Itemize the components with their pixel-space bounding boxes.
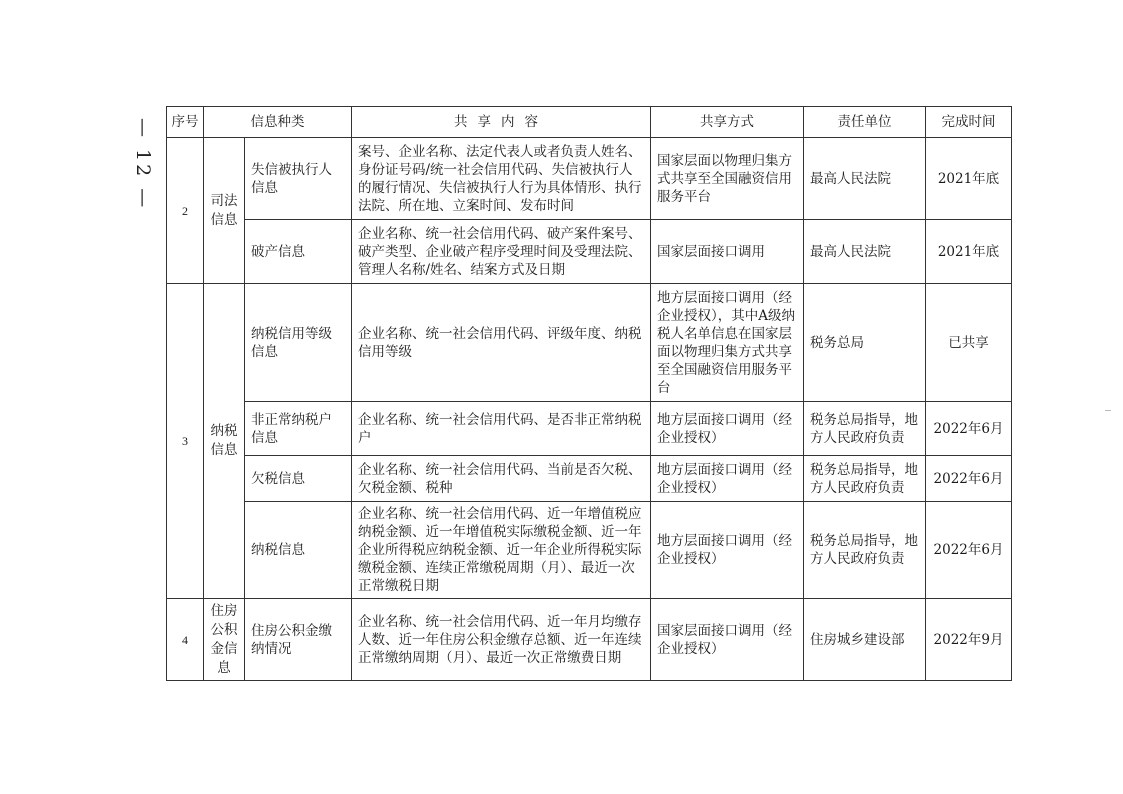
table-header-row: [167, 107, 1012, 138]
row-deadline: 2022年6月: [926, 456, 1012, 502]
header-content: 共享内容: [352, 107, 651, 138]
row-deadline: 2022年6月: [926, 402, 1012, 456]
row-responsible: 税务总局指导，地方人民政府负责: [804, 402, 926, 456]
row-category: 司法信息: [204, 138, 245, 284]
row-method: 地方层面接口调用（经企业授权）: [651, 402, 804, 456]
table-row: [167, 599, 1012, 681]
row-method: 国家层面接口调用（经企业授权）: [651, 599, 804, 681]
row-subtype: 纳税信用等级信息: [245, 284, 352, 402]
table-row: [167, 220, 1012, 284]
info-sharing-table: [166, 106, 1012, 681]
row-category: 纳税信息: [204, 284, 245, 599]
table-row: [167, 284, 1012, 402]
page-number: — 12 —: [132, 118, 154, 211]
row-content: 企业名称、统一社会信用代码、评级年度、纳税信用等级: [352, 284, 651, 402]
header-responsible: 责任单位: [804, 107, 926, 138]
row-subtype: 纳税信息: [245, 502, 352, 599]
header-seq: 序号: [167, 107, 204, 138]
header-method: 共享方式: [651, 107, 804, 138]
table-row: [167, 502, 1012, 599]
row-deadline: 2021年底: [926, 220, 1012, 284]
row-seq: 3: [167, 284, 204, 599]
row-subtype: 失信被执行人信息: [245, 138, 352, 220]
row-content: 企业名称、统一社会信用代码、近一年月均缴存人数、近一年住房公积金缴存总额、近一年连续正常缴纳周期（月）、最近一次正常缴费日期: [352, 599, 651, 681]
row-subtype: 住房公积金缴纳情况: [245, 599, 352, 681]
header-deadline: 完成时间: [926, 107, 1012, 138]
row-content: 案号、企业名称、法定代表人或者负责人姓名、身份证号码/统一社会信用代码、失信被执行人的履行情况、失信被执行人行为具体情形、执行法院、所在地、立案时间、发布时间: [352, 138, 651, 220]
row-content: 企业名称、统一社会信用代码、是否非正常纳税户: [352, 402, 651, 456]
row-responsible: 税务总局: [804, 284, 926, 402]
header-info-type: 信息种类: [204, 107, 352, 138]
row-deadline: 已共享: [926, 284, 1012, 402]
row-method: 地方层面接口调用（经企业授权），其中A级纳税人名单信息在国家层面以物理归集方式共享至全国融资信用服务平台: [651, 284, 804, 402]
row-deadline: 2021年底: [926, 138, 1012, 220]
scan-mark: [1105, 410, 1111, 411]
row-deadline: 2022年6月: [926, 502, 1012, 599]
row-seq: 2: [167, 138, 204, 284]
row-method: 国家层面接口调用: [651, 220, 804, 284]
row-deadline: 2022年9月: [926, 599, 1012, 681]
row-content: 企业名称、统一社会信用代码、破产案件案号、破产类型、企业破产程序受理时间及受理法院、管理人名称/姓名、结案方式及日期: [352, 220, 651, 284]
row-seq: 4: [167, 599, 204, 681]
table-row: [167, 456, 1012, 502]
row-responsible: 最高人民法院: [804, 138, 926, 220]
row-responsible: 住房城乡建设部: [804, 599, 926, 681]
row-method: 地方层面接口调用（经企业授权）: [651, 502, 804, 599]
table-row: [167, 402, 1012, 456]
row-subtype: 非正常纳税户信息: [245, 402, 352, 456]
row-method: 地方层面接口调用（经企业授权）: [651, 456, 804, 502]
row-content: 企业名称、统一社会信用代码、近一年增值税应纳税金额、近一年增值税实际缴税金额、近一年企业所得税应纳税金额、近一年企业所得税实际缴税金额、连续正常缴税周期（月）、最近一次正常缴税日期: [352, 502, 651, 599]
row-subtype: 破产信息: [245, 220, 352, 284]
row-responsible: 最高人民法院: [804, 220, 926, 284]
row-responsible: 税务总局指导，地方人民政府负责: [804, 456, 926, 502]
row-category: 住房公积金信息: [204, 599, 245, 681]
row-method: 国家层面以物理归集方式共享至全国融资信用服务平台: [651, 138, 804, 220]
row-responsible: 税务总局指导，地方人民政府负责: [804, 502, 926, 599]
table-row: [167, 138, 1012, 220]
row-content: 企业名称、统一社会信用代码、当前是否欠税、欠税金额、税种: [352, 456, 651, 502]
row-subtype: 欠税信息: [245, 456, 352, 502]
